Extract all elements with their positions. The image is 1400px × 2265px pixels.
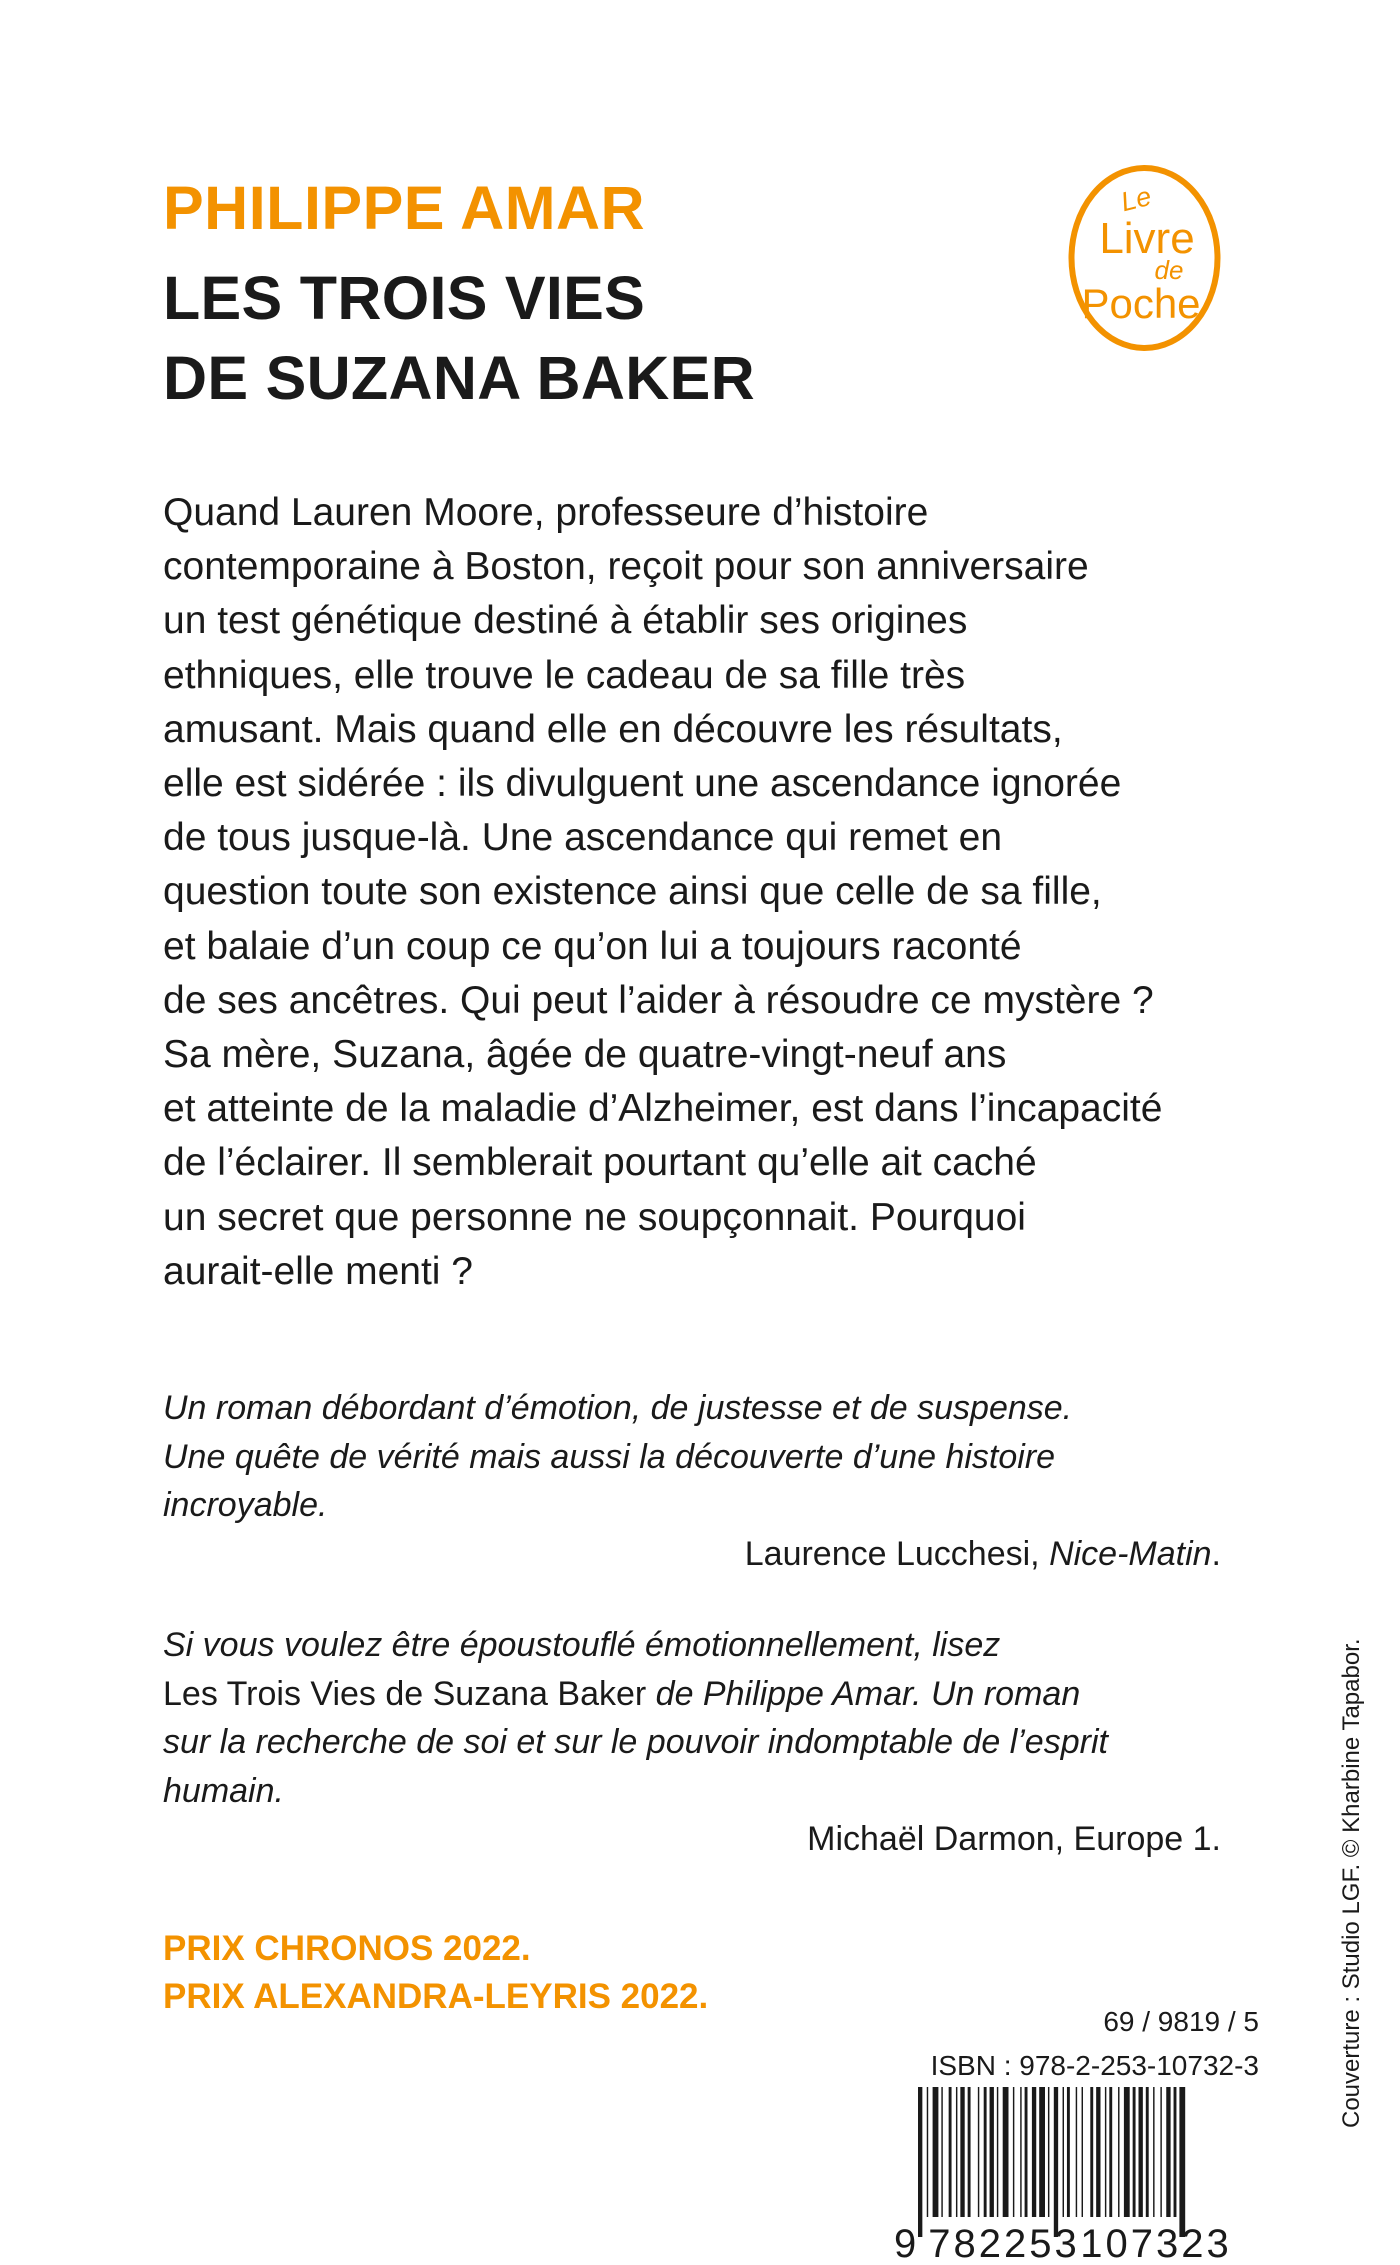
press-quote-nice-matin	[163, 1384, 1223, 1578]
press-quote-europe-1	[163, 1621, 1223, 1864]
barcode-bar	[1003, 2087, 1009, 2217]
barcode-bar	[956, 2087, 957, 2217]
author-name: PHILIPPE AMAR	[163, 174, 646, 242]
barcode-bar	[1146, 2087, 1149, 2217]
le-livre-de-poche-logo	[1067, 163, 1222, 353]
quote-source	[163, 1530, 1221, 1579]
barcode-bar	[1096, 2087, 1100, 2217]
blurb-line: ethniques, elle trouve le cadeau de sa fille très	[163, 653, 966, 697]
barcode-bar	[1063, 2087, 1064, 2217]
back-cover-blurb	[163, 486, 1253, 1299]
barcode-bar	[949, 2087, 952, 2217]
blurb-line: de tous jusque-là. Une ascendance qui remet en	[163, 816, 1003, 860]
barcode-bar	[1025, 2087, 1028, 2217]
barcode-bar	[960, 2087, 964, 2217]
barcode-bar	[990, 2087, 994, 2217]
quote-book-title: Les Trois Vies de Suzana Baker	[163, 1674, 647, 1713]
prize-line: PRIX CHRONOS 2022.	[163, 1929, 531, 1968]
reference-number: 69 / 9819 / 5	[1103, 2006, 1259, 2037]
barcode-bar	[1076, 2087, 1077, 2217]
barcode-bar	[918, 2087, 922, 2237]
isbn: ISBN : 978-2-253-10732-3	[930, 2050, 1259, 2081]
quote-source-end: .	[1211, 1534, 1221, 1573]
logo-word-le: Le	[1117, 180, 1155, 218]
blurb-line: question toute son existence ainsi que celle de sa fille,	[163, 870, 1102, 914]
quote-source-name: Laurence Lucchesi,	[744, 1534, 1050, 1573]
blurb-line: amusant. Mais quand elle en découvre les résultats,	[163, 707, 1063, 751]
quote-source: Michaël Darmon, Europe 1.	[807, 1820, 1221, 1858]
quote-line	[163, 1670, 1223, 1719]
book-title-line-1: LES TROIS VIES	[163, 264, 646, 332]
barcode-bar	[1160, 2087, 1161, 2217]
blurb-line: de ses ancêtres. Qui peut l’aider à résoudre ce mystère ?	[163, 978, 1154, 1022]
blurb-line: un test génétique destiné à établir ses origines	[163, 599, 968, 643]
barcode-bar	[997, 2087, 998, 2217]
blurb-line: Quand Lauren Moore, professeure d’histoire	[163, 491, 929, 534]
quote-line: humain.	[163, 1771, 284, 1810]
barcode-bar	[1090, 2087, 1093, 2217]
barcode-bar	[1013, 2087, 1014, 2217]
barcode-bar	[1020, 2087, 1021, 2217]
blurb-line: un secret que personne ne soupçonnait. Pourquoi	[163, 1195, 1026, 1239]
blurb-line: contemporaine à Boston, reçoit pour son anniversaire	[163, 545, 1089, 589]
blurb-line: elle est sidérée : ils divulguent une ascendance ignorée	[163, 762, 1122, 806]
barcode-bar	[933, 2087, 939, 2217]
barcode-bar	[1039, 2087, 1045, 2217]
blurb-line: de l’éclairer. Il semblerait pourtant qu’elle ait caché	[163, 1141, 1037, 1185]
barcode-bar	[1174, 2087, 1177, 2217]
logo-word-livre: Livre	[1099, 214, 1195, 263]
logo-word-poche: Poche	[1081, 280, 1201, 327]
barcode-bar	[1105, 2087, 1106, 2217]
blurb-line: et balaie d’un coup ce qu’on lui a toujours raconté	[163, 924, 1022, 968]
barcode-bar	[1048, 2087, 1049, 2217]
quote-line-rest: de Philippe Amar. Un roman	[646, 1674, 1081, 1713]
barcode-bar	[1067, 2087, 1070, 2217]
barcode-digits-left: 782253	[928, 2222, 1080, 2263]
quote-line: Si vous voulez être époustouflé émotionnellement, lisez	[163, 1626, 1001, 1664]
logo-word-de: de	[1154, 255, 1184, 285]
barcode	[888, 2087, 1260, 2263]
barcode-bar	[1032, 2087, 1036, 2217]
catalog-codes	[931, 2000, 1259, 2088]
barcode-bar	[1179, 2087, 1185, 2237]
barcode-bar	[978, 2087, 979, 2217]
book-title-line-2: DE SUZANA BAKER	[163, 344, 755, 412]
barcode-bar	[1082, 2087, 1083, 2217]
blurb-line: Sa mère, Suzana, âgée de quatre-vingt-neuf ans	[163, 1033, 1007, 1077]
barcode-bar	[1139, 2087, 1143, 2217]
prize-line: PRIX ALEXANDRA-LEYRIS 2022.	[163, 1977, 709, 2016]
barcode-bar	[1118, 2087, 1119, 2217]
barcode-first-digit: 9	[894, 2222, 917, 2263]
blurb-line: aurait-elle menti ?	[163, 1249, 473, 1293]
barcode-bar	[1133, 2087, 1136, 2217]
quote-line: incroyable.	[163, 1486, 328, 1524]
quote-line: Un roman débordant d’émotion, de justesse et de suspense.	[163, 1389, 1073, 1427]
book-title	[163, 258, 755, 418]
barcode-bar	[1124, 2087, 1130, 2217]
quote-source-publication: Nice-Matin	[1049, 1534, 1212, 1573]
barcode-bar	[927, 2087, 928, 2217]
cover-credit: Couverture : Studio LGF. © Kharbine Tapabor.	[1338, 1638, 1365, 2128]
quote-line: Une quête de vérité mais aussi la découverte d’une histoire	[163, 1437, 1056, 1476]
quote-line: sur la recherche de soi et sur le pouvoir indomptable de l’esprit	[163, 1723, 1108, 1761]
barcode-bar	[1153, 2087, 1154, 2217]
prizes	[163, 1925, 708, 2021]
barcode-bar	[1166, 2087, 1170, 2217]
barcode-bar	[1109, 2087, 1112, 2217]
barcode-bars	[918, 2087, 1185, 2237]
barcode-bar	[941, 2087, 942, 2217]
barcode-bar	[968, 2087, 971, 2217]
barcode-bar	[1054, 2087, 1058, 2237]
blurb-line: et atteinte de la maladie d’Alzheimer, est dans l’incapacité	[163, 1087, 1163, 1131]
barcode-bar	[984, 2087, 987, 2217]
barcode-digits-right: 107323	[1080, 2222, 1232, 2263]
